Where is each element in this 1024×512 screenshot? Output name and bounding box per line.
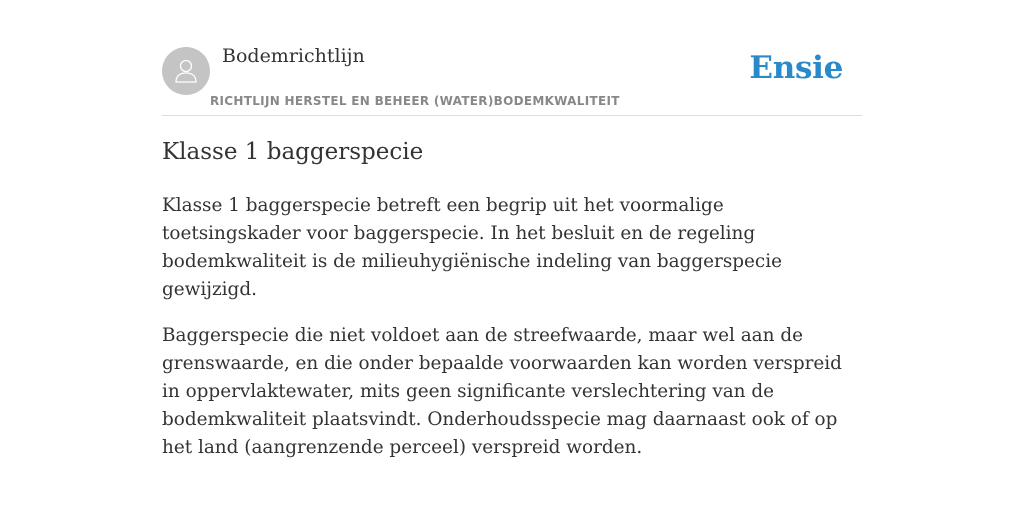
- source-subtitle[interactable]: RICHTLIJN HERSTEL EN BEHEER (WATER)BODEMKWALITEIT: [210, 94, 620, 108]
- definition-card: [162, 0, 862, 458]
- author-name[interactable]: Bodemrichtlijn: [222, 45, 365, 67]
- definition-paragraph: Baggerspecie die niet voldoet aan de streefwaarde, maar wel aan de grenswaarde, en die onder bepaalde voorwaarden kan worden verspreid in oppervlaktewater, mits geen significante verslechtering van de bodemkwaliteit plaatsvindt. Onderhoudsspecie mag daarnaast ook of op het land (aangrenzende perceel) verspreid worden.: [162, 325, 842, 458]
- brand-logo[interactable]: Ensie: [749, 50, 843, 86]
- user-icon: [171, 56, 201, 86]
- definition-paragraph: Klasse 1 baggerspecie betreft een begrip uit het voormalige toetsingskader voor baggerspecie. In het besluit en de regeling bodemkwaliteit is de milieuhygiënische indeling van baggerspecie gewijzigd.: [162, 195, 783, 300]
- definition-body: [162, 192, 862, 480]
- card-header: [162, 0, 862, 116]
- page-title: Klasse 1 baggerspecie: [162, 139, 424, 165]
- avatar[interactable]: [162, 47, 210, 95]
